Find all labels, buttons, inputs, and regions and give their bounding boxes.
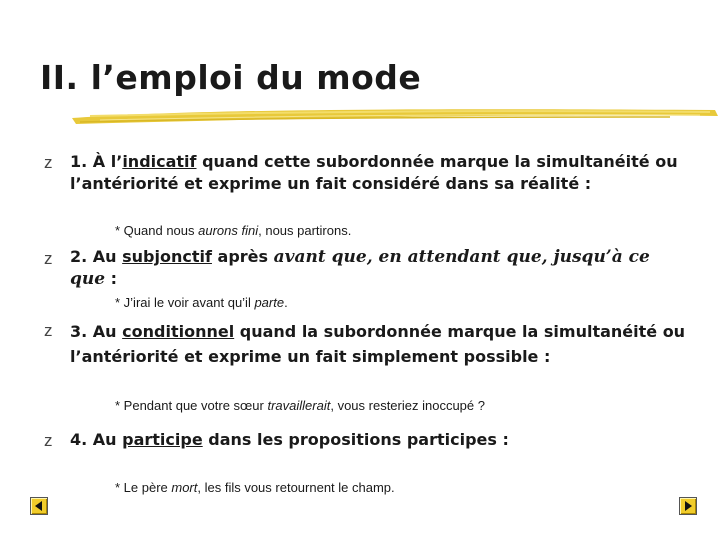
term-participe: participe <box>122 430 203 449</box>
term-subjonctif: subjonctif <box>122 247 212 266</box>
arrow-left-icon <box>31 498 47 514</box>
arrow-right-icon <box>680 498 696 514</box>
rule-conditionnel: 3. Au conditionnel quand la subordonnée marque la simultanéité ou l’antériorité et exprime un fait simplement possible : <box>70 322 686 366</box>
rule-participe: 4. Au participe dans les propositions participes : <box>70 430 509 449</box>
rule-subjonctif: 2. Au subjonctif après avant que, en attendant que, jusqu’à ce que : <box>70 247 650 289</box>
slide-title: II. l’emploi du mode <box>40 58 422 97</box>
bullet-icon: z <box>44 153 53 172</box>
example-participe: * Le père mort, les fils vous retournent le champ. <box>115 480 395 495</box>
bullet-icon: z <box>44 431 53 450</box>
bullet-icon: z <box>44 321 53 340</box>
previous-slide-button[interactable] <box>30 497 48 515</box>
rule-indicatif: 1. À l’indicatif quand cette subordonnée marque la simultanéité ou l’antériorité et exprime un fait considéré dans sa réalité : <box>70 152 678 193</box>
next-slide-button[interactable] <box>679 497 697 515</box>
example-conditionnel: * Pendant que votre sœur travaillerait, vous resteriez inoccupé ? <box>115 398 485 413</box>
term-indicatif: indicatif <box>122 152 197 171</box>
term-conditionnel: conditionnel <box>122 322 235 341</box>
bullet-icon: z <box>44 249 53 268</box>
example-subjonctif: * J’irai le voir avant qu’il parte. <box>115 295 288 310</box>
title-brush-underline <box>70 100 720 132</box>
example-indicatif: * Quand nous aurons fini, nous partirons. <box>115 223 352 238</box>
